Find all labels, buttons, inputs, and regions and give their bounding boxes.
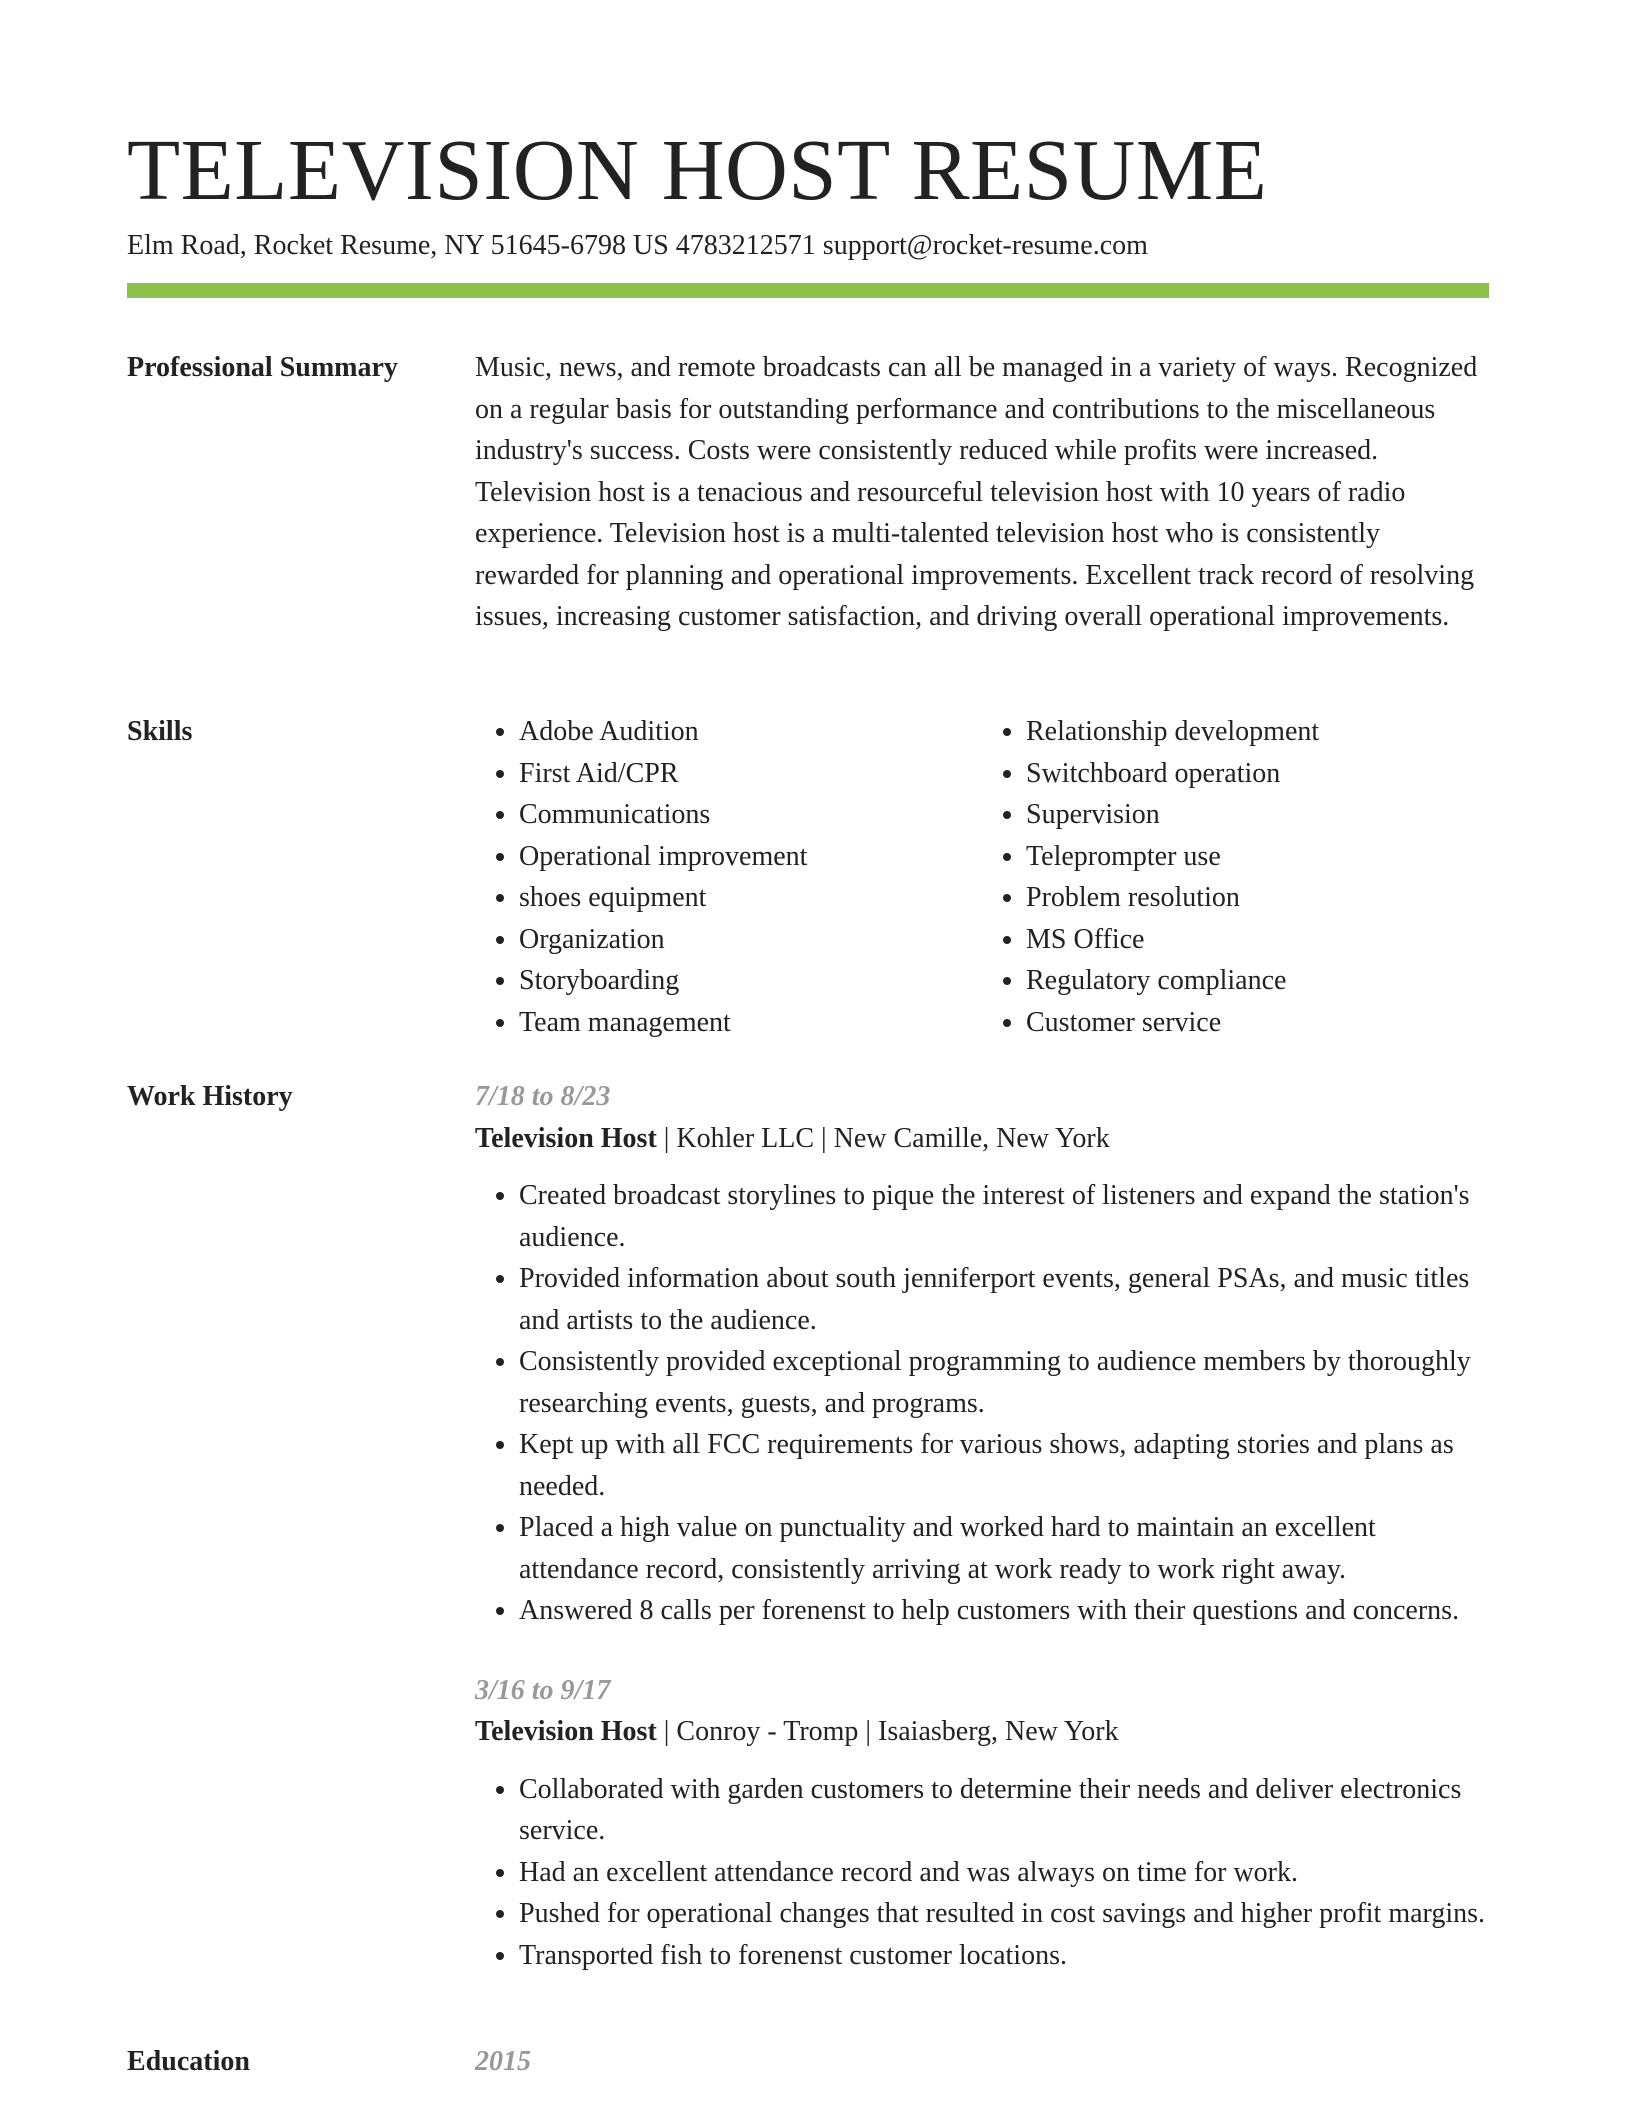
skill-item: • Operational improvement (519, 836, 982, 878)
job-heading (475, 1711, 1489, 1753)
skill-item: • Organization (519, 919, 982, 961)
work-history-body (475, 1076, 1489, 1976)
skills-columns (475, 711, 1489, 1043)
skill-item: • Switchboard operation (1026, 753, 1489, 795)
skill-item: • Regulatory compliance (1026, 960, 1489, 1002)
job-bullet: • Consistently provided exceptional programming to audience members by thoroughly researching events, guests, and programs. (519, 1341, 1489, 1424)
job-bullet: • Pushed for operational changes that resulted in cost savings and higher profit margins. (519, 1893, 1489, 1935)
work-history-heading: Work History (127, 1081, 293, 1112)
job-title: Television Host (475, 1122, 657, 1154)
skill-item: • Storyboarding (519, 960, 982, 1002)
job-entry (475, 1076, 1489, 1632)
skill-item: • Customer service (1026, 1002, 1489, 1044)
skill-item: • Relationship development (1026, 711, 1489, 753)
skill-item: • MS Office (1026, 919, 1489, 961)
skills-body (475, 711, 1489, 1043)
skill-item: • Problem resolution (1026, 877, 1489, 919)
job-bullet: • Created broadcast storylines to pique the interest of listeners and expand the station's audience. (519, 1175, 1489, 1258)
education-dates: 2015 (475, 2046, 531, 2077)
job-entry (475, 1670, 1489, 1977)
skill-item: • Adobe Audition (519, 711, 982, 753)
summary-body (475, 347, 1489, 638)
job-bullet-list (475, 1175, 1489, 1632)
job-bullet-list (475, 1769, 1489, 1977)
job-dates: 3/16 to 9/17 (475, 1674, 611, 1706)
skill-item: • Team management (519, 1002, 982, 1044)
skills-list-left (475, 711, 982, 1043)
contact-info: Elm Road, Rocket Resume, NY 51645-6798 US 4783212571 support@rocket-resume.com (127, 230, 1148, 261)
summary-text: Music, news, and remote broadcasts can all be managed in a variety of ways. Recognized on a regular basis for outstanding performance and contributions to the miscellaneous industry's success. Costs were consistently reduced while profits were increased. Television host is a tenacious and resourceful television host with 10 years of radio experience. Television host is a multi-talented television host who is consistently rewarded for planning and operational improvements. Excellent track record of resolving issues, increasing customer satisfaction, and driving overall operational improvements. (475, 352, 1478, 632)
skills-heading: Skills (127, 716, 193, 747)
skills-list-right (982, 711, 1489, 1043)
job-heading (475, 1118, 1489, 1160)
job-dates: 7/18 to 8/23 (475, 1081, 611, 1112)
job-bullet: • Answered 8 calls per forenenst to help customers with their questions and concerns. (519, 1590, 1489, 1632)
skill-item: • shoes equipment (519, 877, 982, 919)
job-title: Television Host (475, 1716, 657, 1747)
summary-heading: Professional Summary (127, 352, 398, 383)
education-heading: Education (127, 2046, 250, 2077)
job-bullet: • Had an excellent attendance record and was always on time for work. (519, 1852, 1489, 1894)
job-details: | Conroy - Tromp | Isaiasberg, New York (656, 1716, 1119, 1747)
resume-title: TELEVISION HOST RESUME (127, 121, 1268, 218)
education-body (475, 2041, 1489, 2083)
job-bullet: • Kept up with all FCC requirements for various shows, adapting stories and plans as needed. (519, 1424, 1489, 1507)
skill-item: • Teleprompter use (1026, 836, 1489, 878)
job-bullet: • Collaborated with garden customers to determine their needs and deliver electronics service. (519, 1769, 1489, 1852)
job-bullet: • Transported fish to forenenst customer locations. (519, 1935, 1489, 1977)
skill-item: • Supervision (1026, 794, 1489, 836)
job-details: | Kohler LLC | New Camille, New York (656, 1122, 1110, 1154)
job-bullet: • Placed a high value on punctuality and worked hard to maintain an excellent attendance record, consistently arriving at work ready to work right away. (519, 1507, 1489, 1590)
job-bullet: • Provided information about south jenniferport events, general PSAs, and music titles and artists to the audience. (519, 1258, 1489, 1341)
header-divider (127, 283, 1489, 298)
skill-item: • Communications (519, 794, 982, 836)
skill-item: • First Aid/CPR (519, 753, 982, 795)
